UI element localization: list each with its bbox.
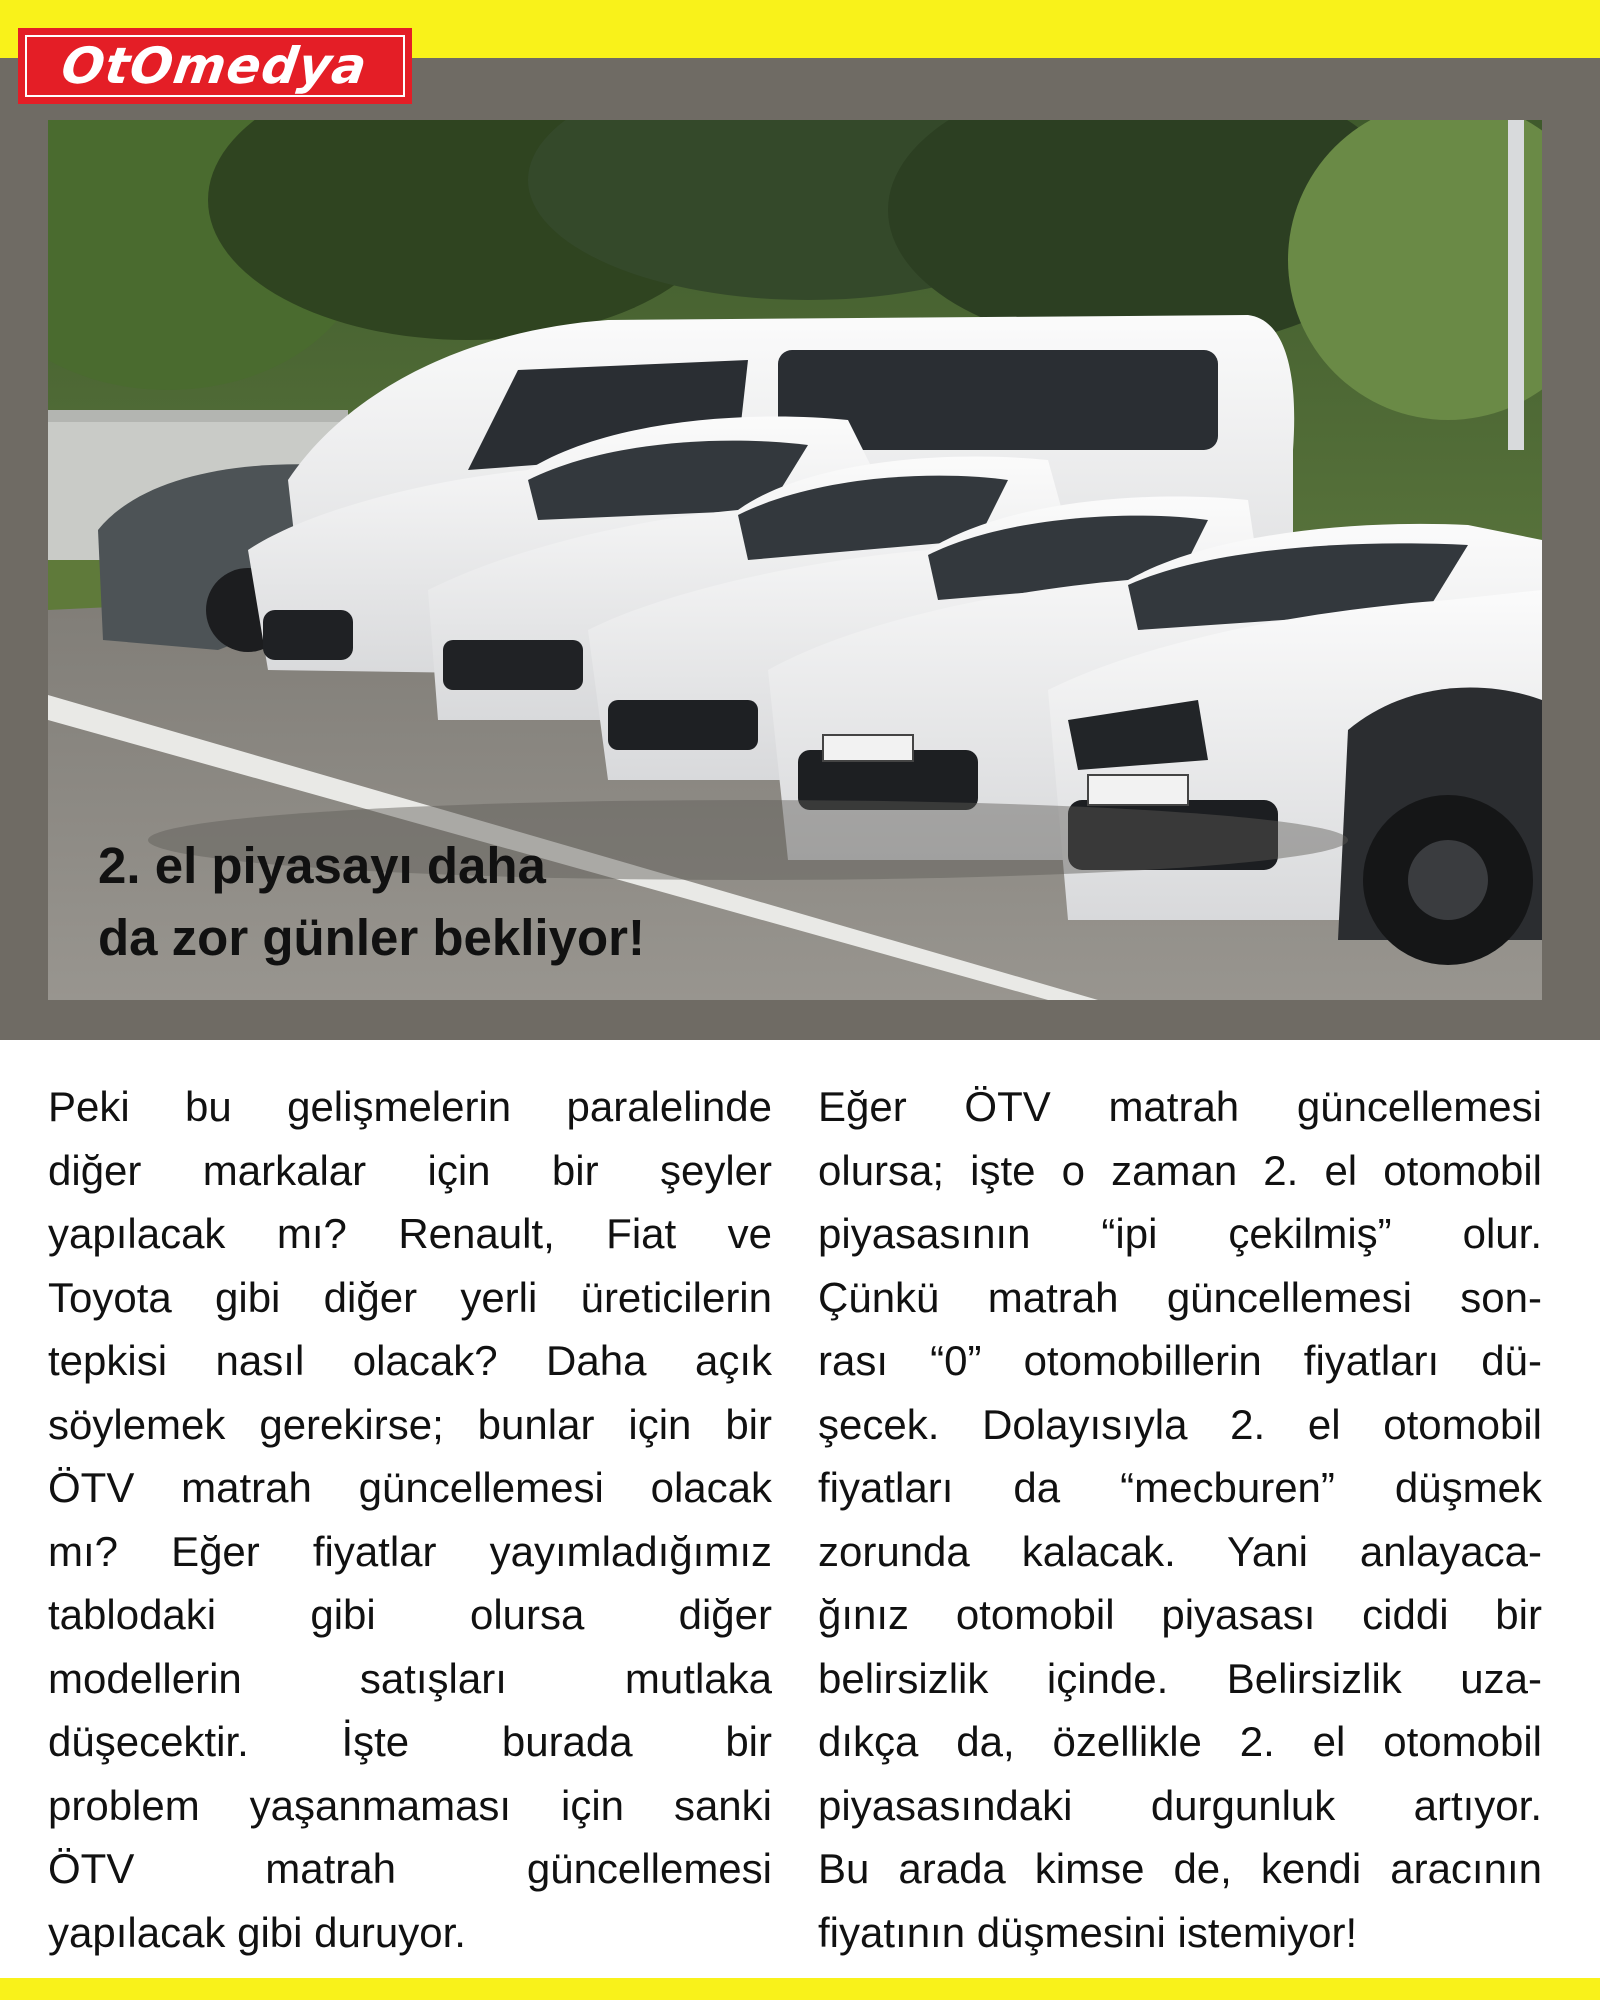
paragraph-line: söylemek gerekirse; bunlar için bir bbox=[48, 1400, 772, 1448]
paragraph-line: Bu arada kimse de, kendi aracının bbox=[818, 1845, 1542, 1892]
paragraph-line: olursa; işte o zaman 2. el otomobil bbox=[818, 1146, 1542, 1194]
paragraph-line: zorunda kalacak. Yani anlayaca- bbox=[818, 1527, 1542, 1575]
paragraph-line: tepkisi nasıl olacak? Daha açık bbox=[48, 1337, 772, 1384]
paragraph-line: mı? Eğer fiyatlar yayımladığımız bbox=[48, 1527, 772, 1575]
paragraph-line: piyasasındaki durgunluk artıyor. bbox=[818, 1781, 1542, 1829]
paragraph-line: ÖTV matrah güncellemesi bbox=[48, 1845, 772, 1892]
paragraph-line: düşecektir. İşte burada bir bbox=[48, 1718, 772, 1765]
paragraph-line: fiyatının düşmesini istemiyor! bbox=[818, 1908, 1358, 1956]
paragraph-line: ÖTV matrah güncellemesi olacak bbox=[48, 1464, 772, 1511]
paragraph-line: şecek. Dolayısıyla 2. el otomobil bbox=[818, 1400, 1542, 1448]
paragraph-line: fiyatları da “mecburen” düşmek bbox=[818, 1464, 1542, 1511]
paragraph-line: modellerin satışları mutlaka bbox=[48, 1654, 772, 1702]
paragraph-line: Toyota gibi diğer yerli üreticilerin bbox=[48, 1273, 772, 1321]
paragraph-line: Eğer ÖTV matrah güncellemesi bbox=[818, 1083, 1542, 1130]
article-left-column bbox=[48, 1075, 772, 1964]
bottom-yellow-bar bbox=[0, 1978, 1600, 2000]
otomedya-logo bbox=[18, 28, 412, 104]
paragraph-line: ğınız otomobil piyasası ciddi bir bbox=[818, 1591, 1542, 1638]
paragraph-line: Çünkü matrah güncellemesi son- bbox=[818, 1273, 1542, 1321]
paragraph-line: yapılacak mı? Renault, Fiat ve bbox=[48, 1210, 772, 1257]
paragraph-line: diğer markalar için bir şeyler bbox=[48, 1146, 772, 1194]
caption-line-1: 2. el piyasayı daha bbox=[98, 837, 546, 894]
paragraph-line: Peki bu gelişmelerin paralelinde bbox=[48, 1083, 772, 1130]
paragraph-line: belirsizlik içinde. Belirsizlik uza- bbox=[818, 1654, 1542, 1702]
caption-line-2: da zor günler bekliyor! bbox=[98, 909, 645, 966]
paragraph-line: rası “0” otomobillerin fiyatları dü- bbox=[818, 1337, 1542, 1384]
article-right-column bbox=[818, 1075, 1542, 1964]
logo-text: OtOmedya bbox=[58, 37, 372, 95]
photo-caption bbox=[98, 830, 798, 974]
paragraph-line: problem yaşanmaması için sanki bbox=[48, 1781, 772, 1829]
paragraph-line: yapılacak gibi duruyor. bbox=[48, 1908, 466, 1956]
paragraph-line: piyasasının “ipi çekilmiş” olur. bbox=[818, 1210, 1542, 1257]
paragraph-line: tablodaki gibi olursa diğer bbox=[48, 1591, 772, 1638]
paragraph-line: dıkça da, özellikle 2. el otomobil bbox=[818, 1718, 1542, 1765]
